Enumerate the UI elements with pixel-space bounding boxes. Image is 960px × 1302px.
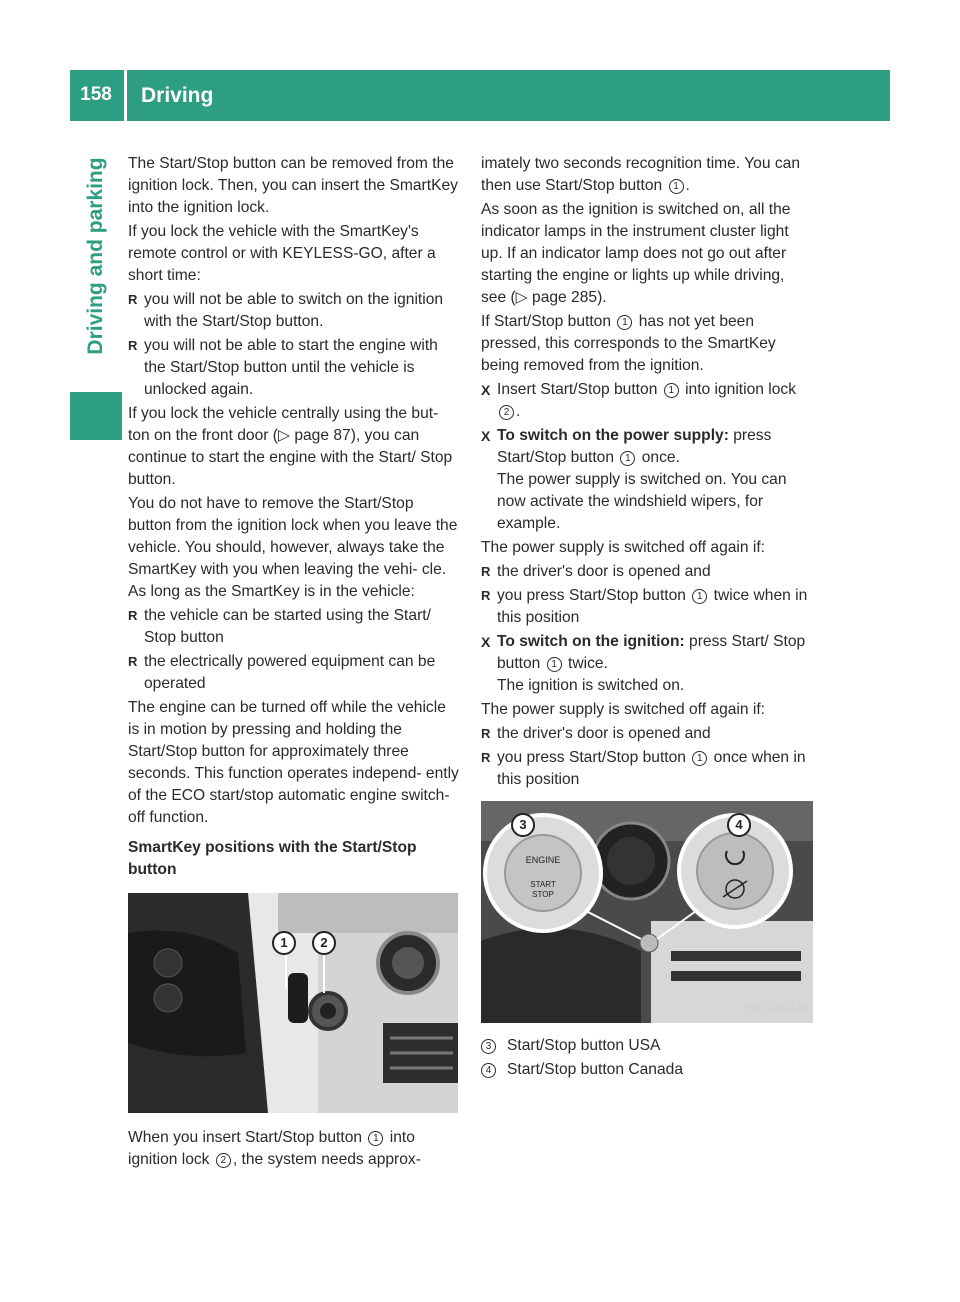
callout-marker-1: 1 bbox=[620, 451, 635, 466]
callout-3: 3 bbox=[511, 813, 535, 837]
callout-4: 4 bbox=[727, 813, 751, 837]
bullet-item: R you press Start/Stop button 1 once when in this position bbox=[481, 747, 813, 791]
right-column bbox=[481, 153, 813, 1083]
paragraph: If you lock the vehicle centrally using the but- ton on the front door (▷ page 87), you can continue to start the engine with the Start/ Stop button. bbox=[128, 405, 453, 488]
side-tab-marker bbox=[70, 392, 122, 440]
image-reference: P15.10-2480-31 bbox=[387, 1093, 452, 1103]
paragraph: imately two seconds recognition time. You can then use Start/Stop button 1 . bbox=[481, 155, 800, 194]
bullet-item: R the driver's door is opened and bbox=[481, 561, 813, 583]
bullet-item: R you press Start/Stop button 1 twice when in this position bbox=[481, 585, 813, 629]
paragraph: The power supply is switched off again if: bbox=[481, 539, 766, 556]
callout-2: 2 bbox=[312, 931, 336, 955]
callout-marker-2: 2 bbox=[499, 405, 514, 420]
start-stop-buttons-illustration bbox=[481, 801, 813, 1023]
step-result: The ignition is switched on. bbox=[497, 677, 685, 694]
ignition-lock-illustration bbox=[128, 893, 458, 1113]
stop-label: STOP bbox=[532, 890, 554, 899]
callout-marker-2: 2 bbox=[216, 1153, 231, 1168]
section-heading: SmartKey positions with the Start/Stop button bbox=[128, 839, 417, 878]
callout-marker-1: 1 bbox=[617, 315, 632, 330]
instruction-step: X To switch on the power supply: press Start/Stop button 1 once. The power supply is switched on. You can now activate the windshield wipers, for example. bbox=[481, 425, 813, 535]
page-number: 158 bbox=[80, 84, 112, 105]
paragraph: The power supply is switched off again if: bbox=[481, 701, 766, 718]
callout-marker-1: 1 bbox=[664, 383, 679, 398]
callout-marker-4: 4 bbox=[481, 1063, 496, 1078]
instruction-step: X To switch on the ignition: press Start/ Stop button 1 twice. The ignition is switched on. bbox=[481, 631, 813, 697]
callout-marker-1: 1 bbox=[692, 751, 707, 766]
step-result: The power supply is switched on. You can now activate the windshield wipers, for example. bbox=[497, 471, 787, 532]
bullet-item: R the vehicle can be started using the Start/ Stop button bbox=[128, 605, 460, 649]
bullet-item: R you will not be able to switch on the ignition with the Start/Stop button. bbox=[128, 289, 460, 333]
paragraph: When you insert Start/Stop button 1 into ignition lock 2 , the system needs approx- bbox=[128, 1129, 421, 1168]
page-ref-arrow-icon: ▷ bbox=[277, 427, 290, 444]
header-divider bbox=[124, 70, 127, 121]
paragraph: The Start/Stop button can be removed from the ignition lock. Then, you can insert the SmartKey into the ignition lock. bbox=[128, 155, 458, 216]
ignition-lock-photo bbox=[128, 893, 458, 1113]
page-reference-link[interactable]: page 285 bbox=[532, 289, 598, 306]
legend-item: 4 Start/Stop button Canada bbox=[481, 1059, 813, 1081]
paragraph: If you lock the vehicle with the SmartKey's remote control or with KEYLESS-GO, after a short time: bbox=[128, 223, 436, 284]
paragraph: You do not have to remove the Start/Stop button from the ignition lock when you leave the vehicle. You should, however, always take the SmartKey with you when leaving the vehi- cle. As long as the SmartKey is in the vehicle: bbox=[128, 495, 458, 600]
bullet-item: R the driver's door is opened and bbox=[481, 723, 813, 745]
callout-marker-1: 1 bbox=[368, 1131, 383, 1146]
paragraph: As soon as the ignition is switched on, all the indicator lamps in the instrument cluster light up. If an indicator lamp does not go out after starting the engine or lights up while driving, see (▷ page 285). bbox=[481, 201, 791, 306]
image-reference: P80.61-2424-31 bbox=[742, 1003, 807, 1013]
page-reference-link[interactable]: page 87 bbox=[294, 427, 351, 444]
callout-marker-1: 1 bbox=[547, 657, 562, 672]
legend-item: 3 Start/Stop button USA bbox=[481, 1035, 813, 1057]
left-column bbox=[128, 153, 460, 1173]
page-ref-arrow-icon: ▷ bbox=[515, 289, 528, 306]
instruction-step: X Insert Start/Stop button 1 into ignition lock 2 . bbox=[481, 379, 813, 423]
side-tab bbox=[70, 121, 122, 391]
start-label: START bbox=[530, 880, 556, 889]
callout-marker-3: 3 bbox=[481, 1039, 496, 1054]
bullet-item: R you will not be able to start the engine with the Start/Stop button until the vehicle is unlocked again. bbox=[128, 335, 460, 401]
start-stop-buttons-photo bbox=[481, 801, 813, 1023]
paragraph: If Start/Stop button 1 has not yet been pressed, this corresponds to the SmartKey being removed from the ignition. bbox=[481, 313, 776, 374]
callout-marker-1: 1 bbox=[692, 589, 707, 604]
bullet-item: R the electrically powered equipment can be operated bbox=[128, 651, 460, 695]
callout-1: 1 bbox=[272, 931, 296, 955]
chapter-title: Driving bbox=[141, 84, 214, 107]
callout-marker-1: 1 bbox=[669, 179, 684, 194]
side-tab-label: Driving and parking bbox=[84, 157, 107, 355]
paragraph: The engine can be turned off while the vehicle is in motion by pressing and holding the Start/Stop button for approximately three seconds. This function operates independ- ently of the ECO start/stop automatic engine switch-off function. bbox=[128, 699, 459, 826]
engine-label: ENGINE bbox=[525, 855, 561, 865]
